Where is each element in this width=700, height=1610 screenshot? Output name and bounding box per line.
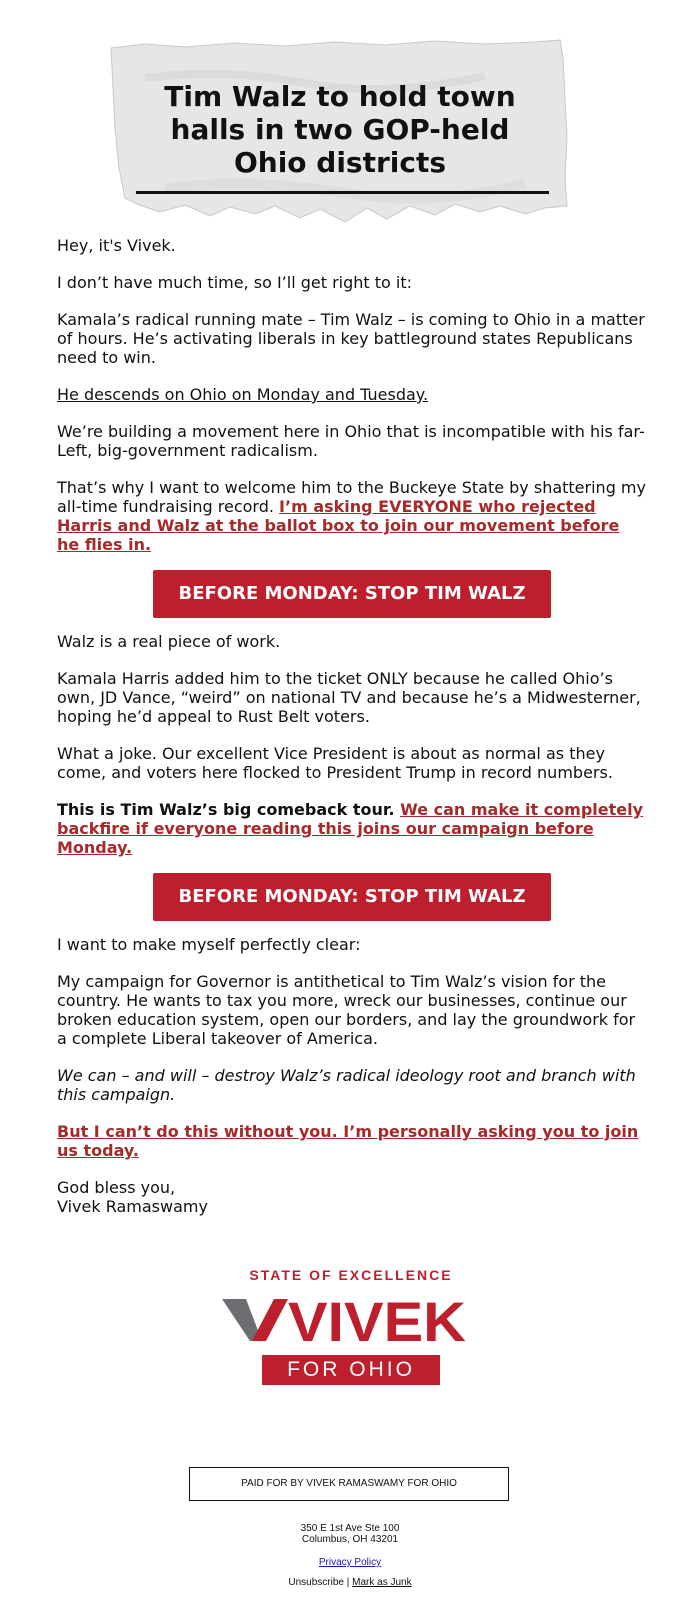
paragraph-intro: I don’t have much time, so I’ll get right to it: [57, 273, 413, 292]
headline-underline [136, 191, 549, 194]
signoff: God bless you, [57, 1178, 176, 1197]
backfire-link[interactable]: We can make it completely backfire if everyone reading this joins our campaign before Monday. [57, 800, 644, 857]
paragraph-movement: We’re building a movement here in Ohio that is incompatible with his far-Left, big-government radicalism. [57, 422, 645, 460]
email-body [57, 236, 647, 1216]
comeback-bold-text: This is Tim Walz’s big comeback tour. [57, 800, 401, 819]
vivek-logo [222, 1267, 480, 1397]
logo-for-ohio: FOR OHIO [262, 1355, 440, 1385]
fundraising-text: That’s why I want to welcome him to the Buckeye State by shattering my all-time fundraising record. [57, 478, 646, 516]
mailing-address [0, 1523, 700, 1545]
paid-for-box: PAID FOR BY VIVEK RAMASWAMY FOR OHIO [189, 1467, 509, 1501]
paragraph-walz-coming: Kamala’s radical running mate – Tim Walz – is coming to Ohio in a matter of hours. He’s activating liberals in key battleground states Republicans need to win. [57, 310, 645, 367]
greeting: Hey, it's Vivek. [57, 236, 176, 255]
paragraph-fundraising [57, 478, 647, 554]
paragraph-joke: What a joke. Our excellent Vice President is about as normal as they come, and voters here flocked to President Trump in record numbers. [57, 744, 613, 782]
mark-as-junk-link[interactable]: Mark as Junk [352, 1577, 412, 1588]
logo-tagline: STATE OF EXCELLENCE [249, 1267, 453, 1283]
join-today-link[interactable]: But I can’t do this without you. I’m personally asking you to join us today. [57, 1122, 639, 1160]
paragraph-comeback [57, 800, 647, 857]
address-line-1: 350 E 1st Ave Ste 100 [300, 1523, 400, 1534]
privacy-policy-link[interactable]: Privacy Policy [318, 1557, 382, 1568]
paragraph-antithetical: My campaign for Governor is antithetical to Tim Walz’s vision for the country. He wants to tax you more, wreck our businesses, continue our broken education system, open our borders, and lay the groundwork for a complete Liberal takeover of America. [57, 972, 636, 1048]
logo-name-text: VIVEK [288, 1290, 466, 1353]
paragraph-piece-of-work: Walz is a real piece of work. [57, 632, 281, 651]
paragraph-clear: I want to make myself perfectly clear: [57, 935, 361, 954]
link-separator: | [343, 1577, 353, 1588]
signature: Vivek Ramaswamy [57, 1197, 208, 1216]
address-line-2: Columbus, OH 43201 [301, 1534, 399, 1545]
unsubscribe-link[interactable]: Unsubscribe [288, 1577, 344, 1588]
paragraph-monday-tuesday: He descends on Ohio on Monday and Tuesday. [57, 385, 429, 404]
headline: Tim Walz to hold town halls in two GOP-held Ohio districts [164, 80, 516, 179]
stop-walz-button-1[interactable]: BEFORE MONDAY: STOP TIM WALZ [153, 570, 551, 618]
logo-wordmark [222, 1287, 480, 1353]
stop-walz-button-2[interactable]: BEFORE MONDAY: STOP TIM WALZ [153, 873, 551, 921]
paragraph-destroy-ideology: We can – and will – destroy Walz’s radical ideology root and branch with this campaign. [57, 1066, 636, 1104]
join-movement-link[interactable]: I’m asking EVERYONE who rejected Harris and Walz at the ballot box to join our movement before he flies in. [57, 497, 620, 554]
paragraph-ticket: Kamala Harris added him to the ticket ONLY because he called Ohio’s own, JD Vance, “weird” on national TV and because he’s a Midwesterner, hoping he’d appeal to Rust Belt voters. [57, 669, 641, 726]
footer-links [0, 1557, 700, 1588]
